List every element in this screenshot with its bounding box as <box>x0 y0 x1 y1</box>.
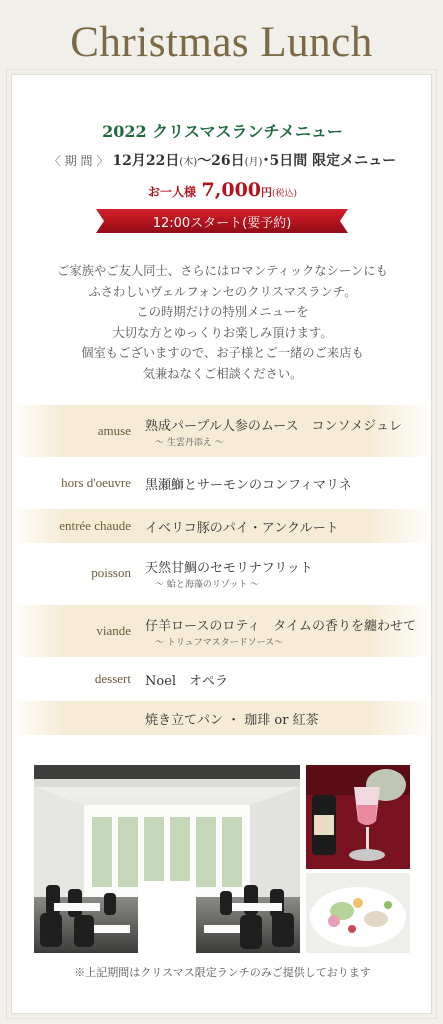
dish <box>145 474 352 493</box>
menu-heading: 2022 クリスマスランチメニュー <box>102 122 343 141</box>
price-line <box>12 179 433 201</box>
dish-name: 黒瀬鰤とサーモンのコンフィマリネ <box>145 477 352 493</box>
period-suffix: ･5日間 限定メニュー <box>262 153 397 169</box>
dish <box>145 517 339 536</box>
start-time-ribbon <box>96 209 348 233</box>
dish-name: 天然甘鯛のセモリナフリット <box>145 560 313 576</box>
period-end-weekday: (月) <box>244 157 263 168</box>
period-start-date: 12月22日 <box>112 153 180 169</box>
period-end-date: 〜26日 <box>197 153 245 169</box>
dish-name: イベリコ豚のパイ・アンクルート <box>145 520 339 536</box>
dish <box>145 415 402 448</box>
menu-row-poisson <box>12 547 433 599</box>
dish-name: 仔羊ロースのロティ タイムの香りを纏わせて <box>145 618 417 634</box>
dish-name: 焼き立てパン ・ 珈琲 or 紅茶 <box>145 712 319 728</box>
price-yen: 円 <box>261 186 273 199</box>
menu-row-dessert <box>12 661 433 697</box>
dish-subtitle: 〜 蛤と海藻のリゾット 〜 <box>155 579 260 590</box>
page-title: Christmas Lunch <box>70 19 373 66</box>
intro-paragraph <box>12 261 433 384</box>
intro-line: ご家族やご友人同士、さらにはロマンティックなシーンにも <box>57 264 388 278</box>
plated-dish-photo <box>306 873 410 953</box>
course-name: amuse <box>97 423 131 438</box>
price-per-person: お一人様 <box>147 185 196 199</box>
dish-name: 熟成パープル人参のムース コンソメジュレ <box>145 418 403 434</box>
course-name: poisson <box>91 565 131 580</box>
intro-line: ふさわしいヴェルフォンセのクリスマスランチ。 <box>88 284 357 299</box>
menu-row-bread-coffee <box>12 701 433 735</box>
price-tax-note: (税込) <box>272 189 298 199</box>
dish-name: Noel オペラ <box>145 673 229 689</box>
course-name: entrée chaude <box>59 518 131 533</box>
wine-glass-photo <box>306 765 410 869</box>
course-name: dessert <box>94 671 131 686</box>
period-start-weekday: (木) <box>179 157 198 168</box>
dish <box>145 615 416 648</box>
period-label: 〈 期 間 〉 <box>48 154 109 168</box>
intro-line: 気兼ねなくご相談ください。 <box>142 366 303 381</box>
price-amount: 7,000 <box>201 179 262 201</box>
dish-subtitle: 〜 生雲丹添え 〜 <box>155 437 224 448</box>
intro-line: 大切な方とゆっくりお楽しみ頂けます。 <box>112 325 333 340</box>
start-time-text: 12:00スタート(要予約) <box>152 216 292 231</box>
menu-row-amuse <box>12 405 433 457</box>
intro-line: この時期だけの特別メニューを <box>136 305 309 319</box>
menu-card <box>11 74 432 1014</box>
menu-row-hors-doeuvre <box>12 465 433 501</box>
course-name: hors d'oeuvre <box>61 475 131 490</box>
dish-subtitle: 〜 トリュフマスタードソース〜 <box>155 637 284 648</box>
footnote: ※上記期間はクリスマス限定ランチのみご提供しております <box>74 966 371 979</box>
dish <box>145 557 313 590</box>
restaurant-interior-photo <box>34 765 300 953</box>
period-line <box>12 150 433 170</box>
course-name: viande <box>96 623 131 638</box>
menu-row-viande <box>12 605 433 657</box>
dish <box>145 709 319 728</box>
menu-row-entree-chaude <box>12 509 433 543</box>
intro-line: 個室もございますので、お子様とご一緒のご来店も <box>81 346 364 360</box>
dish <box>145 670 228 689</box>
